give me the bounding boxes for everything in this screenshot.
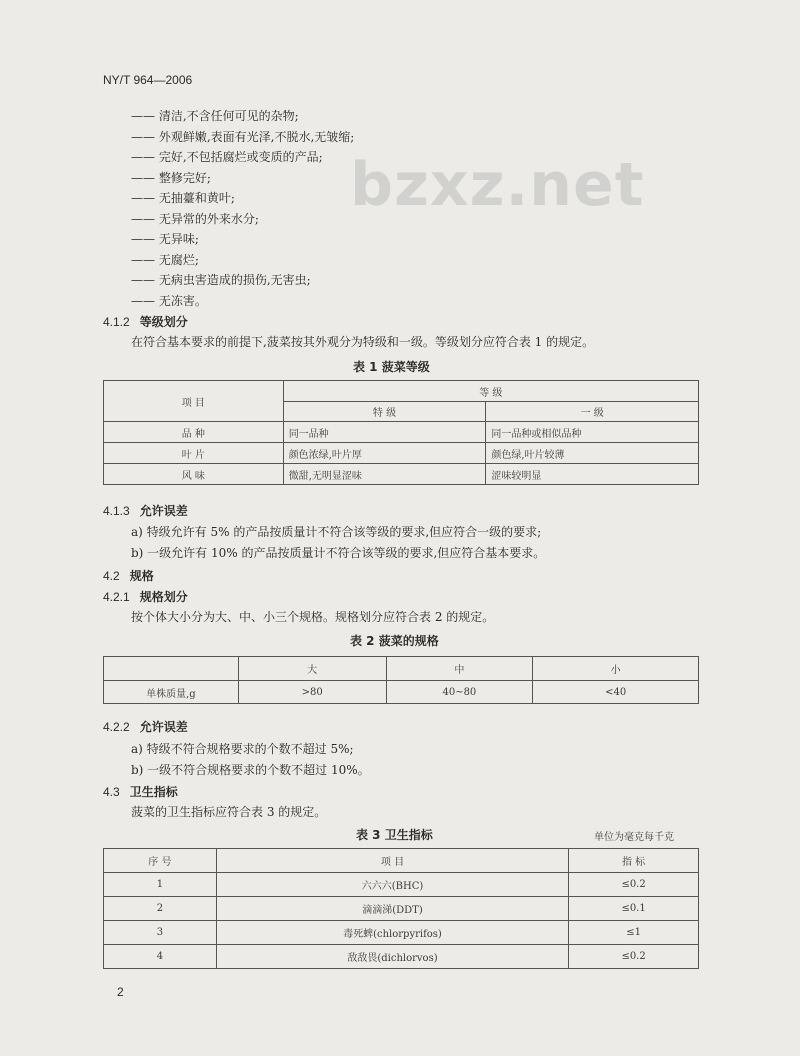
section-number: 4.1.2	[103, 315, 130, 329]
table-cell: 3	[104, 921, 217, 945]
watermark: bzxz.net	[350, 150, 645, 220]
list-item: —— 整修完好;	[131, 170, 211, 185]
table-cell: 1	[104, 873, 217, 897]
table-cell: ≤0.2	[569, 873, 699, 897]
table-3-caption: 表 3 卫生指标	[356, 828, 433, 842]
table-cell: 毒死蜱(chlorpyrifos)	[216, 921, 568, 945]
table-header-cell: 大	[238, 657, 386, 681]
table-cell: 涩味较明显	[486, 464, 699, 485]
table-header-cell: 项 目	[104, 381, 284, 422]
table-cell: 颜色浓绿,叶片厚	[283, 443, 486, 464]
table-header-cell: 小	[533, 657, 699, 681]
section-number: 4.3	[103, 785, 120, 799]
list-item: —— 无腐烂;	[131, 252, 199, 267]
section-title: 规格	[129, 569, 154, 583]
section-title: 卫生指标	[129, 785, 178, 799]
list-item: —— 外观鲜嫩,表面有光泽,不脱水,无皱缩;	[131, 129, 355, 144]
table-cell: 同一品种或相似品种	[486, 422, 699, 443]
list-item: —— 无抽薹和黄叶;	[131, 191, 235, 205]
table-cell: 单株质量,g	[104, 681, 239, 704]
section-number: 4.1.3	[103, 504, 130, 518]
list-item: a) 特级不符合规格要求的个数不超过 5%;	[131, 742, 354, 756]
section-4-2-2-heading	[103, 718, 188, 735]
table-cell: 品 种	[104, 422, 284, 443]
list-item: —— 无冻害。	[131, 293, 207, 308]
unit-note: 单位为毫克每千克	[594, 832, 674, 843]
table-header-cell: 一 级	[486, 402, 699, 422]
section-number: 4.2	[103, 569, 120, 583]
section-title: 等级划分	[139, 315, 188, 329]
table-cell: ≤0.1	[569, 897, 699, 921]
size-table	[103, 656, 699, 704]
section-4-1-3-heading	[103, 502, 188, 519]
table-cell: 同一品种	[283, 422, 486, 443]
table-cell: >80	[238, 681, 386, 704]
table-cell: 滴滴涕(DDT)	[216, 897, 568, 921]
section-number: 4.2.1	[103, 590, 130, 604]
page-number: 2	[117, 985, 124, 999]
table-cell: 六六六(BHC)	[216, 873, 568, 897]
table-header-cell: 特 级	[283, 402, 486, 422]
section-title: 允许误差	[139, 720, 188, 734]
table-cell: 颜色绿,叶片较薄	[486, 443, 699, 464]
table-header-cell: 项 目	[216, 849, 568, 873]
section-4-2-1-heading	[103, 588, 188, 605]
table-2-caption: 表 2 菠菜的规格	[350, 634, 439, 648]
table-1-caption: 表 1 菠菜等级	[353, 360, 430, 374]
grade-table	[103, 380, 699, 485]
table-cell: 风 味	[104, 464, 284, 485]
table-cell: 敌敌畏(dichlorvos)	[216, 945, 568, 969]
list-item: a) 特级允许有 5% 的产品按质量计不符合该等级的要求,但应符合一级的要求;	[131, 525, 542, 539]
list-item: —— 无病虫害造成的损伤,无害虫;	[131, 273, 311, 287]
table-cell: ≤0.2	[569, 945, 699, 969]
table-header-cell: 中	[386, 657, 533, 681]
table-cell: 叶 片	[104, 443, 284, 464]
section-number: 4.2.2	[103, 720, 130, 734]
table-header-cell: 等 级	[283, 381, 698, 402]
section-title: 规格划分	[139, 590, 188, 604]
table-cell: 4	[104, 945, 217, 969]
list-item: —— 清洁,不含任何可见的杂物;	[131, 109, 299, 123]
list-item: b) 一级允许有 10% 的产品按质量计不符合该等级的要求,但应符合基本要求。	[131, 546, 546, 560]
paragraph: 按个体大小分为大、中、小三个规格。规格划分应符合表 2 的规定。	[131, 610, 495, 624]
list-item: b) 一级不符合规格要求的个数不超过 10%。	[131, 763, 370, 777]
table-cell: 微甜,无明显涩味	[283, 464, 486, 485]
table-header-cell	[104, 657, 239, 681]
table-cell: ≤1	[569, 921, 699, 945]
paragraph: 菠菜的卫生指标应符合表 3 的规定。	[131, 805, 327, 819]
section-4-1-2-heading	[103, 313, 188, 330]
table-header-cell: 序 号	[104, 849, 217, 873]
standard-code-header: NY/T 964—2006	[103, 73, 193, 87]
table-cell: <40	[533, 681, 699, 704]
basic-requirements-list	[131, 106, 354, 311]
table-cell: 40~80	[386, 681, 533, 704]
table-header-cell: 指 标	[569, 849, 699, 873]
list-item: —— 无异味;	[131, 232, 199, 246]
hygiene-table	[103, 848, 699, 969]
list-item: —— 完好,不包括腐烂或变质的产品;	[131, 150, 323, 164]
table-cell: 2	[104, 897, 217, 921]
list-item: —— 无异常的外来水分;	[131, 211, 259, 226]
section-title: 允许误差	[139, 504, 188, 518]
section-4-3-heading	[103, 783, 178, 800]
paragraph: 在符合基本要求的前提下,菠菜按其外观分为特级和一级。等级划分应符合表 1 的规定。	[131, 335, 595, 349]
section-4-2-heading	[103, 567, 154, 584]
